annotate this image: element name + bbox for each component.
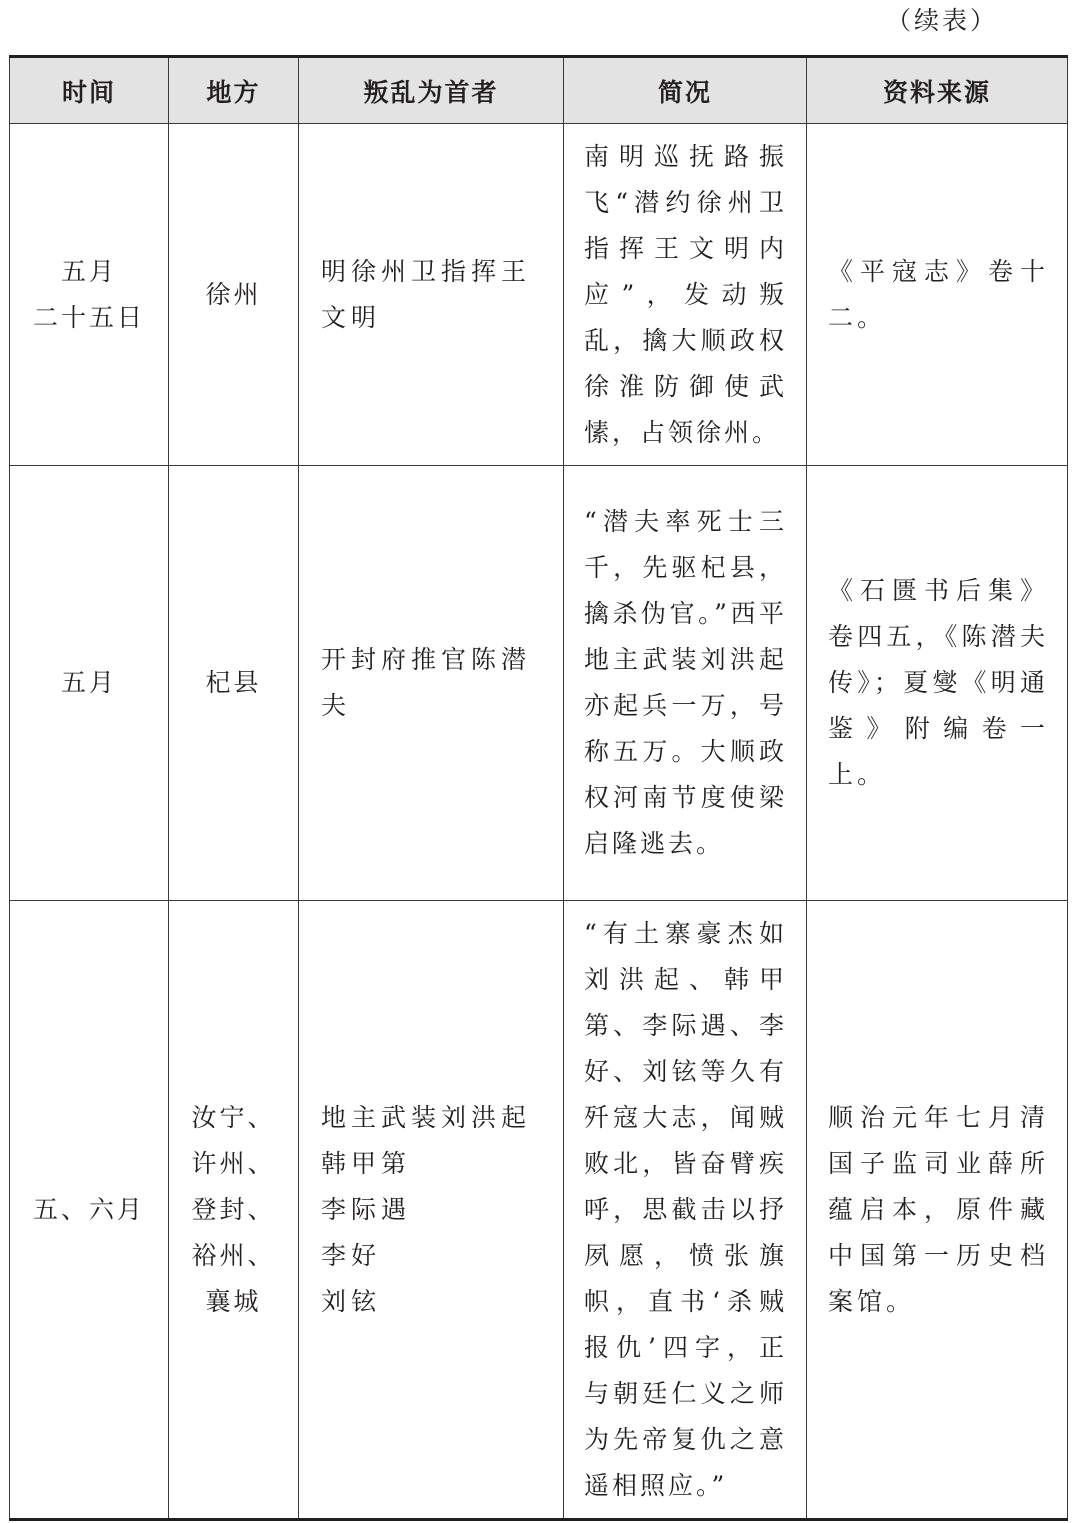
table-header-row [10,57,1068,124]
continued-table-label: （续表） [886,6,999,35]
brief-text: 南明巡抚路振飞“潜约徐州卫指挥王文明内应”，发动叛乱，擒大顺政权徐淮防御使武愫，占领徐州。 [584,141,787,447]
cell-place [169,466,299,901]
time-line: 五、六月 [32,1194,145,1224]
cell-time [10,466,169,901]
cell-time [10,901,169,1520]
cell-leader [299,124,564,466]
source-text: 顺治元年七月清国子监司业薛所蕴启本，原件藏中国第一历史档案馆。 [828,1102,1049,1316]
place-line: 许州、 [191,1148,276,1178]
header-place: 地方 [169,57,299,124]
leader-line: 开封府推官陈潜 [321,645,532,674]
time-line: 二十五日 [32,302,145,332]
leader-line: 李际遇 [321,1194,412,1224]
cell-source [807,124,1068,466]
cell-leader [299,901,564,1520]
leader-line: 文明 [321,302,382,332]
cell-place [169,124,299,466]
time-line: 五月 [60,668,117,697]
table-row [10,901,1068,1520]
source-text: 《石匮书后集》卷四五，《陈潜夫传》；夏燮《明通鉴》附编卷一上。 [828,576,1049,789]
place-line: 登封、 [191,1194,276,1224]
cell-leader [299,466,564,901]
cell-place [169,901,299,1520]
brief-text: “有土寨豪杰如刘洪起、韩甲第、李际遇、李好、刘铉等久有歼寇大志，闻贼败北，皆奋臂疾呼，思截击以抒夙愿，愤张旗帜，直书‘杀贼报仇’四字，正与朝廷仁义之师为先帝复仇之意遥相照应。” [584,918,787,1500]
header-time: 时间 [10,57,169,124]
leader-line: 刘铉 [321,1286,382,1316]
leader-line: 夫 [321,691,352,720]
header-leader: 叛乱为首者 [299,57,564,124]
cell-brief [564,124,807,466]
header-brief: 简况 [564,57,807,124]
header-source: 资料来源 [807,57,1068,124]
table-row [10,466,1068,901]
place-line: 裕州、 [191,1240,276,1270]
leader-line: 明徐州卫指挥王 [321,256,532,286]
place-line: 徐州 [205,279,262,309]
cell-source [807,466,1068,901]
leader-line: 李好 [321,1240,382,1270]
cell-source [807,901,1068,1520]
cell-time [10,124,169,466]
source-text: 《平寇志》卷十二。 [828,256,1049,332]
cell-brief [564,466,807,901]
brief-text: “潜夫率死士三千，先驱杞县，擒杀伪官。”西平地主武装刘洪起亦起兵一万，号称五万。大顺政权河南节度使梁启隆逃去。 [584,507,787,858]
place-line: 杞县 [205,668,262,697]
time-line: 五月 [60,256,117,286]
cell-brief [564,901,807,1520]
table-row [10,124,1068,466]
leader-line: 韩甲第 [321,1148,412,1178]
place-line: 汝宁、 [191,1102,276,1132]
place-line: 襄城 [205,1286,262,1316]
leader-line: 地主武装刘洪起 [321,1102,532,1132]
rebellion-table [9,55,1068,1521]
